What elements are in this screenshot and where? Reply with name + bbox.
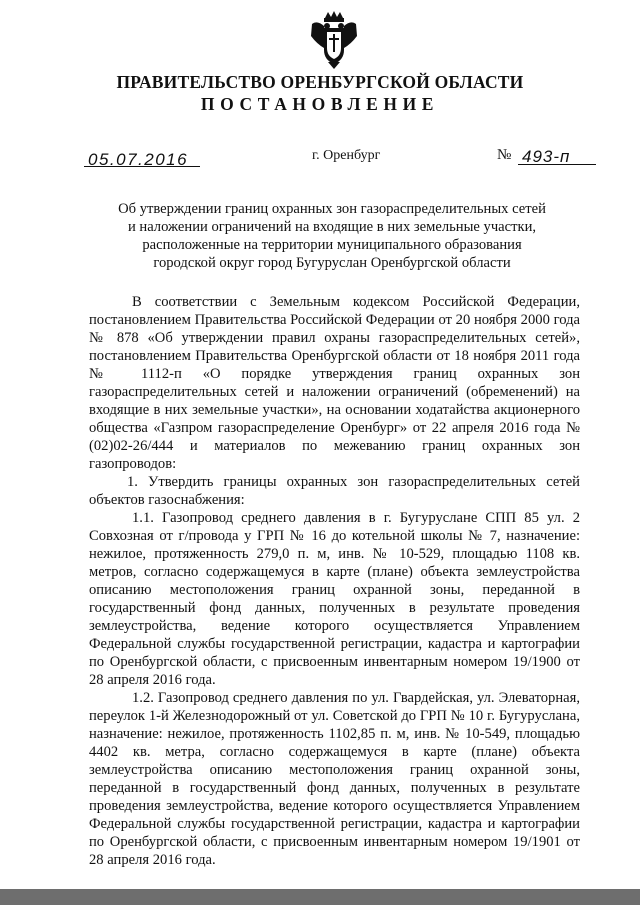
document-subject — [100, 200, 564, 272]
subject-line: Об утверждении границ охранных зон газораспределительных сетей — [118, 201, 546, 217]
document-city: г. Оренбург — [312, 148, 381, 163]
preamble-paragraph: В соответствии с Земельным кодексом Российской Федерации, постановлением Правительства Российской Федерации от 20 ноября 2000 года № 878 «Об утверждении правил охраны газораспределительных сетей», постановлением Правительства Оренбургской области от 18 ноября 2011 года № 1112-п «О порядке утверждения границ охранных зон газораспределительных сетей и наложении ограничений (обременений) на входящие в них земельные участки», на основании ходатайства акционерного общества «Газпром газораспределение Оренбург» от 22 апреля 2016 года № (02)02-26/444 и материалов по межеванию границ охранных зон газопроводов: — [89, 294, 580, 472]
document-type-title: ПОСТАНОВЛЕНИЕ — [200, 94, 440, 114]
subject-line: и наложении ограничений на входящие в них земельные участки, — [127, 219, 537, 235]
number-sign: № — [497, 147, 512, 163]
subject-line: расположенные на территории муниципального образования — [142, 237, 522, 253]
orenburg-coat-of-arms-icon — [309, 10, 359, 70]
document-date: 05.07.2016 — [88, 150, 189, 169]
scan-bottom-edge — [0, 889, 640, 905]
subject-line: городской округ город Бугуруслан Оренбургской области — [153, 255, 511, 271]
date-underline — [84, 166, 200, 167]
item-1-1-paragraph: 1.1. Газопровод среднего давления в г. Бугуруслане СПП 85 ул. 2 Совхозная от г/провода у ГРП № 16 до котельной школы № 7, назначение: нежилое, протяженность 279,0 п. м, инв. № 10-529, площадью 1108 кв. метров, согласно содержащемуся в карте (плане) объекта землеустройства описанию местоположения границ охранной зоны, переданной в государственный фонд данных, полученных в результате проведения землеустройства, ведение которого осуществляется Управлением Федеральной службы государственной регистрации, кадастра и картографии по Оренбургской области, с присвоенным инвентарным номером 19/1900 от 28 апреля 2016 года. — [89, 510, 580, 688]
document-body — [89, 293, 580, 869]
number-underline — [518, 164, 596, 165]
organization-title: ПРАВИТЕЛЬСТВО ОРЕНБУРГСКОЙ ОБЛАСТИ — [116, 72, 524, 92]
document-number: 493-п — [522, 147, 571, 166]
item-1-paragraph: 1. Утвердить границы охранных зон газораспределительных сетей объектов газоснабжения: — [89, 474, 580, 508]
item-1-2-paragraph: 1.2. Газопровод среднего давления по ул. Гвардейская, ул. Элеваторная, переулок 1-й Железнодорожный от ул. Советской до ГРП № 10 г. Бугуруслана, назначение: нежилое, протяженность 1102,85 п. м, инв. № 10-549, площадью 4402 кв. метра, согласно содержащемуся в карте (плане) объекта землеустройства описанию местоположения границ охранной зоны, переданной в государственный фонд данных, полученных в результате проведения землеустройства, ведение которого осуществляется Управлением Федеральной службы государственной регистрации, кадастра и картографии по Оренбургской области, с присвоенным инвентарным номером 19/1901 от 28 апреля 2016 года. — [89, 690, 580, 868]
